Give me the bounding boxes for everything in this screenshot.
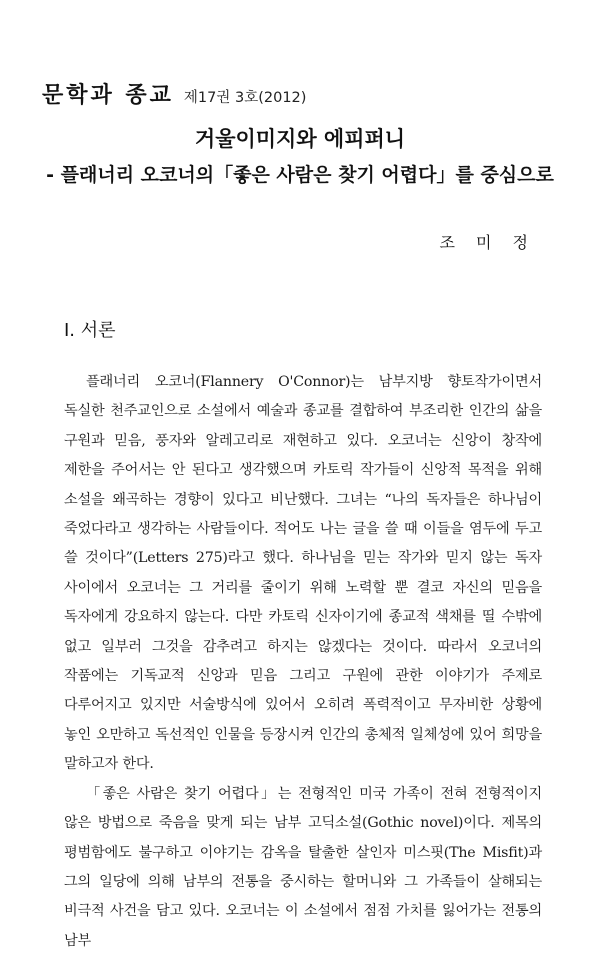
journal-name: 문학과 종교 [42, 83, 174, 108]
paper-title: 거울이미지와 에피퍼니 [194, 127, 406, 151]
paragraph-2: 「좋은 사람은 찾기 어렵다」는 전형적인 미국 가족이 전혀 전형적이지 않은 방법으로 죽음을 맞게 되는 남부 고딕소설(Gothic novel)이다. 제목의 평범함에도 불구하고 이야기는 감옥을 탈출한 살인자 미스핏(The Misfit)과 그의 일당에 의해 남부의 전통을 중시하는 할머니와 그 가족들이 살해되는 비극적 사건을 담고 있다. 오코너는 이 소설에서 점점 가치를 잃어가는 전통의 남부 [64, 785, 542, 949]
journal-volume: 제17권 3호(2012) [183, 90, 307, 106]
paper-subtitle: - 플래너리 오코너의「좋은 사람은 찾기 어렵다」를 중심으로 [46, 164, 554, 186]
paragraph-1: 플래너리 오코너(Flannery O'Connor)는 남부지방 향토작가이면서 독실한 천주교인으로 소설에서 예술과 종교를 결합하여 부조리한 인간의 삶을 구원과 믿음, 풍자와 알레고리로 재현하고 있다. 오코너는 신앙이 창작에 제한을 주어서는 안 된다고 생각했으며 카토릭 작가들이 신앙적 목적을 위해 소설을 왜곡하는 경향이 있다고 비난했다. 그녀는 “나의 독자들은 하나님이 죽었다라고 생각하는 사람들이다. 적어도 나는 글을 쓸 때 이들을 염두에 두고 쓸 것이다”(Letters 275)라고 했다. 하나님을 믿는 작가와 믿지 않는 독자 사이에서 오코너는 그 거리를 줄이기 위해 노력할 뿐 결코 자신의 믿음을 독자에게 강요하지 않는다. 다만 카토릭 신자이기에 종교적 색채를 띨 수밖에 없고 일부러 그것을 감추려고 하지는 않겠다는 것이다. 따라서 오코너의 작품에는 기독교적 신앙과 믿음 그리고 구원에 관한 이야기가 주제로 다루어지고 있지만 서술방식에 있어서 오히려 폭력적이고 무자비한 상황에 놓인 오만하고 독선적인 인물을 등장시켜 인간의 총체적 일체성에 있어 희망을 말하고자 한다. [64, 374, 542, 773]
body-text [64, 368, 542, 956]
title-block [0, 124, 600, 190]
section-heading: I. 서론 [64, 320, 116, 341]
journal-header [42, 78, 306, 109]
author-name: 조 미 정 [439, 233, 536, 252]
